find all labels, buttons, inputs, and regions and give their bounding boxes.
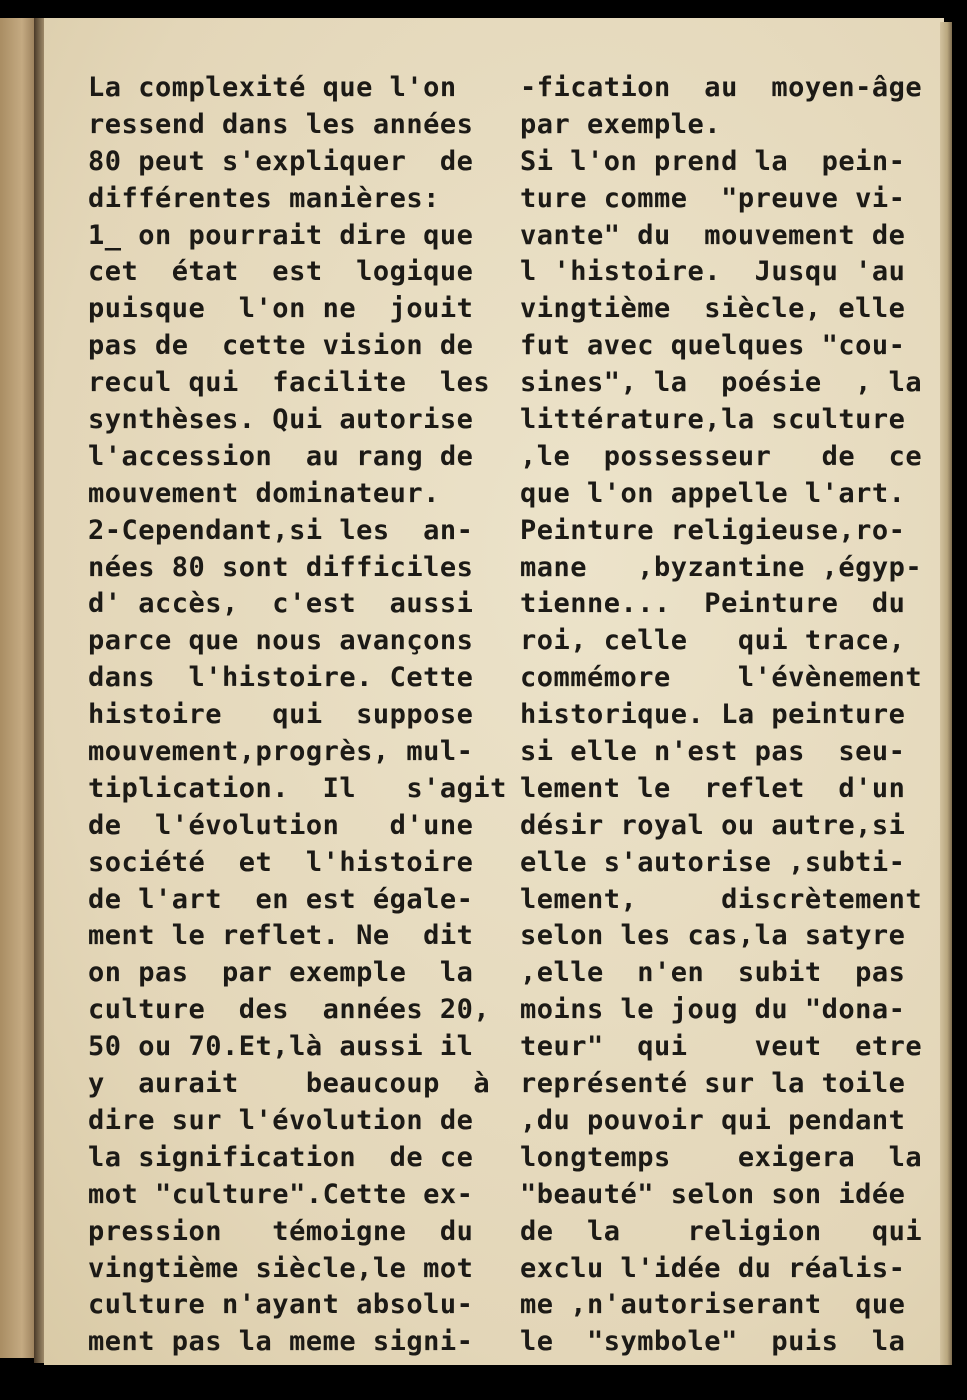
text-line: ment pas la meme signi- [88, 1326, 474, 1358]
text-line: longtemps exigera la [520, 1141, 923, 1173]
text-line: différentes manières: [88, 182, 440, 214]
text-line: Peinture religieuse,ro- [520, 514, 906, 546]
text-line: me ,n'autoriserant que [520, 1289, 906, 1321]
text-line: selon les cas,la satyre [520, 920, 906, 952]
text-line: commémore l'évènement [520, 662, 923, 694]
text-line: ture comme "preuve vi- [520, 182, 906, 214]
text-line: lement le reflet d'un [520, 772, 906, 804]
text-line: représenté sur la toile [520, 1068, 906, 1100]
text-line: vingtième siècle, elle [520, 293, 906, 325]
text-line: cet état est logique [88, 256, 474, 288]
text-line: ressend dans les années [88, 108, 474, 140]
text-line: ,du pouvoir qui pendant [520, 1104, 906, 1136]
text-line: recul qui facilite les [88, 367, 491, 399]
text-line: de l'évolution d'une [88, 809, 474, 841]
text-line: ,le possesseur de ce [520, 440, 923, 472]
text-line: fut avec quelques "cou- [520, 330, 906, 362]
right-text-column [520, 70, 922, 1361]
text-line: parce que nous avançons [88, 625, 474, 657]
text-line: mot "culture".Cette ex- [88, 1178, 474, 1210]
text-line: ,elle n'en subit pas [520, 957, 906, 989]
text-line: le "symbole" puis la [520, 1326, 906, 1358]
text-line: pas de cette vision de [88, 330, 474, 362]
text-line: vante" du mouvement de [520, 219, 906, 251]
text-line: de la religion qui [520, 1215, 923, 1247]
text-line: l'accession au rang de [88, 440, 474, 472]
text-line: la signification de ce [88, 1141, 474, 1173]
text-line: désir royal ou autre,si [520, 809, 906, 841]
text-line: 80 peut s'expliquer de [88, 145, 474, 177]
text-line: exclu l'idée du réalis- [520, 1252, 906, 1284]
text-line: vingtième siècle,le mot [88, 1252, 474, 1284]
text-line: y aurait beaucoup à [88, 1068, 491, 1100]
text-line: 2-Cependant,si les an- [88, 514, 474, 546]
text-line: société et l'histoire [88, 846, 474, 878]
text-line: puisque l'on ne jouit [88, 293, 474, 325]
text-line: historique. La peinture [520, 699, 906, 731]
text-line: culture des années 20, [88, 994, 491, 1026]
text-line: nées 80 sont difficiles [88, 551, 474, 583]
text-line: synthèses. Qui autorise [88, 404, 474, 436]
page-sheet [44, 18, 944, 1365]
text-line: elle s'autorise ,subti- [520, 846, 906, 878]
text-line: si elle n'est pas seu- [520, 736, 906, 768]
text-line: de l'art en est égale- [88, 883, 474, 915]
text-line: l 'histoire. Jusqu 'au [520, 256, 906, 288]
text-line: tienne... Peinture du [520, 588, 906, 620]
text-line: d' accès, c'est aussi [88, 588, 474, 620]
left-text-column [88, 70, 507, 1361]
text-line: mouvement dominateur. [88, 477, 440, 509]
text-line: tiplication. Il s'agit [88, 772, 507, 804]
text-line: mane ,byzantine ,égyp- [520, 551, 923, 583]
text-line: culture n'ayant absolu- [88, 1289, 474, 1321]
text-line: on pas par exemple la [88, 957, 474, 989]
text-line: mouvement,progrès, mul- [88, 736, 474, 768]
text-line: teur" qui veut etre [520, 1031, 923, 1063]
text-line: Si l'on prend la pein- [520, 145, 906, 177]
text-line: -fication au moyen-âge [520, 72, 923, 103]
text-line: dans l'histoire. Cette [88, 662, 474, 694]
text-line: moins le joug du "dona- [520, 994, 906, 1026]
text-line: lement, discrètement [520, 883, 923, 915]
text-line: que l'on appelle l'art. [520, 477, 906, 509]
text-line: histoire qui suppose [88, 699, 474, 731]
text-line: 1_ on pourrait dire que [88, 219, 474, 251]
text-line: littérature,la sculture [520, 404, 906, 436]
text-line: pression témoigne du [88, 1215, 474, 1247]
text-line: La complexité que l'on [88, 72, 457, 103]
text-line: ment le reflet. Ne dit [88, 920, 474, 952]
page-stack-edge [940, 22, 952, 1365]
text-line: dire sur l'évolution de [88, 1104, 474, 1136]
text-line: sines", la poésie , la [520, 367, 923, 399]
text-line: "beauté" selon son idée [520, 1178, 906, 1210]
text-line: roi, celle qui trace, [520, 625, 906, 657]
text-line: par exemple. [520, 108, 722, 140]
text-line: 50 ou 70.Et,là aussi il [88, 1031, 474, 1063]
